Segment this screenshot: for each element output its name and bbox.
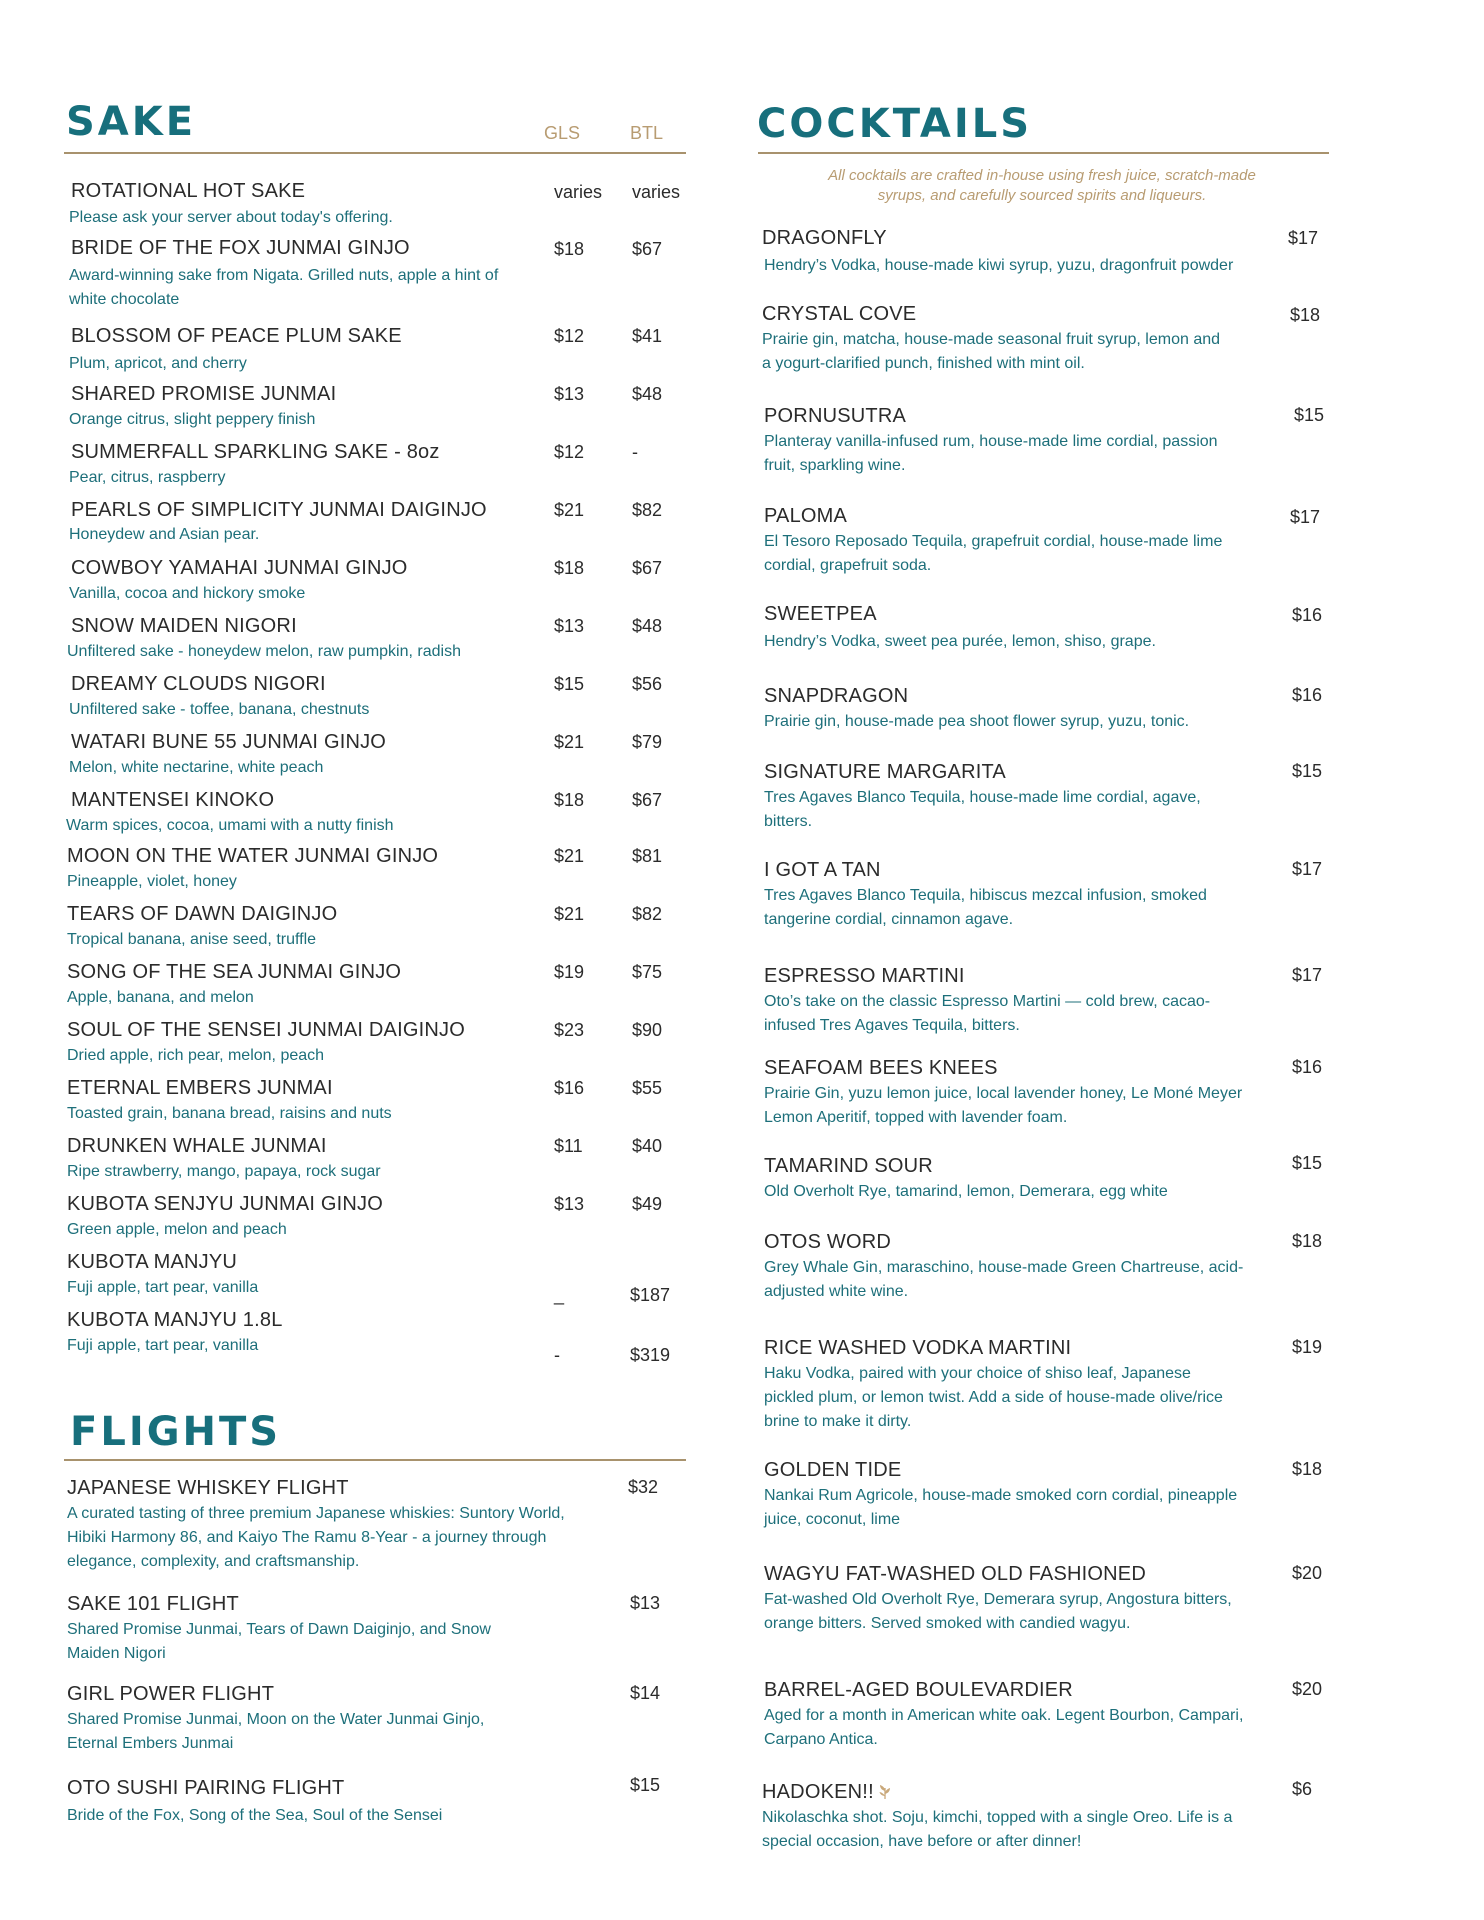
cocktail-item-description: Prairie gin, matcha, house-made seasonal fruit syrup, lemon and a yogurt-clarified punch, finished with mint oil. — [762, 331, 1221, 372]
sake-item-bottle-price: $79 — [632, 732, 663, 752]
sake-item-glass-price: _ — [554, 1285, 565, 1305]
sake-item-name: WATARI BUNE 55 JUNMAI GINJO — [71, 731, 387, 753]
sake-item-name: SNOW MAIDEN NIGORI — [71, 615, 297, 637]
sake-item-description: Pineapple, violet, honey — [67, 873, 237, 890]
cocktail-item-description: Tres Agaves Blanco Tequila, house-made lime cordial, agave, bitters. — [764, 789, 1201, 830]
flight-item-price: $15 — [630, 1775, 661, 1795]
cocktails-title: COCKTAILS — [757, 101, 1033, 147]
cocktail-item-price: $18 — [1290, 305, 1321, 325]
sake-item-bottle-price: $56 — [632, 674, 663, 694]
flight-item-name: OTO SUSHI PAIRING FLIGHT — [67, 1777, 345, 1799]
sake-item-description: Plum, apricot, and cherry — [69, 355, 247, 372]
sake-item-description: Ripe strawberry, mango, papaya, rock sugar — [67, 1163, 381, 1180]
sake-item-description: Fuji apple, tart pear, vanilla — [67, 1337, 259, 1354]
sake-item-description: Unfiltered sake - toffee, banana, chestnuts — [69, 701, 370, 718]
cocktail-item-name — [764, 686, 908, 706]
cocktails-divider — [758, 152, 1329, 154]
sake-item-glass-price: $16 — [554, 1078, 585, 1098]
sake-item-name: BRIDE OF THE FOX JUNMAI GINJO — [71, 237, 410, 259]
sake-item-description: Green apple, melon and peach — [67, 1221, 287, 1238]
cocktail-item-name-text: SIGNATURE MARGARITA — [764, 761, 1006, 783]
sake-item-description: Orange citrus, slight peppery finish — [69, 411, 316, 428]
cocktail-item-price: $15 — [1294, 405, 1325, 425]
cocktail-item-price: $19 — [1292, 1337, 1323, 1357]
sake-item-name: MANTENSEI KINOKO — [71, 789, 275, 811]
sake-item-name: BLOSSOM OF PEACE PLUM SAKE — [71, 325, 402, 347]
sake-item-glass-price: $13 — [554, 616, 585, 636]
sake-item-name: PEARLS OF SIMPLICITY JUNMAI DAIGINJO — [71, 499, 487, 521]
sake-item-bottle-price: - — [632, 442, 638, 462]
cocktail-item-description: Tres Agaves Blanco Tequila, hibiscus mezcal infusion, smoked tangerine cordial, cinnamon agave. — [764, 887, 1207, 928]
cocktail-item-name-text: PALOMA — [764, 505, 848, 527]
sake-item-bottle-price: $49 — [632, 1194, 663, 1214]
cocktail-item-name-text: PORNUSUTRA — [764, 405, 907, 427]
cocktail-item-name-text: CRYSTAL COVE — [762, 303, 917, 325]
sake-item-glass-price: $19 — [554, 962, 585, 982]
cocktail-item-description: Grey Whale Gin, maraschino, house-made Green Chartreuse, acid-adjusted white wine. — [764, 1259, 1244, 1300]
cocktail-item-name — [764, 1460, 901, 1480]
cocktail-item-description: Prairie Gin, yuzu lemon juice, local lavender honey, Le Moné Meyer Lemon Aperitif, topped with lavender foam. — [764, 1085, 1243, 1126]
cocktail-item-price: $20 — [1292, 1563, 1323, 1583]
sake-item-bottle-price: $82 — [632, 904, 663, 924]
btl-column-header: BTL — [630, 123, 664, 143]
sake-item-glass-price: $11 — [554, 1136, 583, 1156]
sake-item-name: SONG OF THE SEA JUNMAI GINJO — [67, 961, 402, 983]
sake-item-glass-price: $21 — [554, 500, 585, 520]
sake-item-name: MOON ON THE WATER JUNMAI GINJO — [67, 845, 439, 867]
sake-item-glass-price: $18 — [554, 239, 585, 259]
sake-item-description: Please ask your server about today's offering. — [69, 209, 393, 226]
flight-item-price: $13 — [630, 1593, 661, 1613]
sake-item-description: Toasted grain, banana bread, raisins and nuts — [67, 1105, 392, 1122]
sake-item-bottle-price: $75 — [632, 962, 663, 982]
gls-column-header: GLS — [544, 123, 581, 143]
sake-item-glass-price: $23 — [554, 1020, 585, 1040]
wheat-sprig-icon — [877, 1782, 893, 1800]
sake-item-bottle-price: $319 — [630, 1345, 671, 1365]
cocktail-item-name-text: OTOS WORD — [764, 1231, 891, 1253]
cocktail-item-name-text: ESPRESSO MARTINI — [764, 965, 965, 987]
sake-item-name: ETERNAL EMBERS JUNMAI — [67, 1077, 333, 1099]
sake-item-bottle-price: $55 — [632, 1078, 663, 1098]
sake-item-name: SUMMERFALL SPARKLING SAKE - 8oz — [71, 441, 440, 463]
cocktail-item-description: Haku Vodka, paired with your choice of shiso leaf, Japanese pickled plum, or lemon twist. Add a side of house-made olive/rice brine to make it dirty. — [764, 1365, 1223, 1430]
cocktail-item-name — [764, 762, 1006, 782]
cocktail-item-description: El Tesoro Reposado Tequila, grapefruit cordial, house-made lime cordial, grapefruit soda. — [764, 533, 1223, 574]
sake-item-bottle-price: $40 — [632, 1136, 663, 1156]
cocktail-item-name-text: TAMARIND SOUR — [764, 1155, 933, 1177]
cocktail-item-description: Nikolaschka shot. Soju, kimchi, topped with a single Oreo. Life is a special occasion, have before or after dinner! — [762, 1809, 1233, 1850]
sake-item-bottle-price: $41 — [632, 326, 663, 346]
cocktail-item-name-text: BARREL-AGED BOULEVARDIER — [764, 1679, 1073, 1701]
cocktails-note: All cocktails are crafted in-house using fresh juice, scratch-made syrups, and carefully sourced spirits and liqueurs. — [828, 167, 1256, 204]
cocktail-item-description: Fat-washed Old Overholt Rye, Demerara syrup, Angostura bitters, orange bitters. Served smoked with candied wagyu. — [764, 1591, 1232, 1632]
cocktail-item-name — [764, 1232, 891, 1252]
cocktail-item-description: Hendry’s Vodka, house-made kiwi syrup, yuzu, dragonfruit powder — [764, 257, 1234, 274]
cocktail-item-name-text: HADOKEN!! — [762, 1781, 874, 1803]
sake-item-name: SHARED PROMISE JUNMAI — [71, 383, 337, 405]
sake-item-description: Tropical banana, anise seed, truffle — [67, 931, 317, 948]
cocktail-item-price: $6 — [1292, 1779, 1313, 1799]
cocktail-item-name — [762, 228, 887, 248]
cocktail-item-name — [764, 860, 881, 880]
sake-item-description: Unfiltered sake - honeydew melon, raw pumpkin, radish — [67, 643, 461, 660]
sake-item-bottle-price: $67 — [632, 558, 663, 578]
cocktail-item-price: $16 — [1292, 605, 1323, 625]
flight-item-name: SAKE 101 FLIGHT — [67, 1593, 239, 1615]
flight-item-name: JAPANESE WHISKEY FLIGHT — [67, 1477, 349, 1499]
sake-item-glass-price: $21 — [554, 846, 585, 866]
sake-divider — [64, 152, 686, 154]
cocktail-item-description: Nankai Rum Agricole, house-made smoked corn cordial, pineapple juice, coconut, lime — [764, 1487, 1238, 1528]
sake-item-name: DREAMY CLOUDS NIGORI — [71, 673, 326, 695]
sake-item-bottle-price: $67 — [632, 239, 663, 259]
sake-item-bottle-price: $90 — [632, 1020, 663, 1040]
flight-item-description: A curated tasting of three premium Japanese whiskies: Suntory World, Hibiki Harmony 86, and Kaiyo The Ramu 8-Year - a journey through elegance, complexity, and craftsmanship. — [67, 1505, 565, 1570]
sake-item-glass-price: $15 — [554, 674, 585, 694]
cocktail-item-name — [764, 1338, 1071, 1358]
cocktail-item-description: Old Overholt Rye, tamarind, lemon, Demerara, egg white — [764, 1183, 1168, 1200]
sake-item-description: Warm spices, cocoa, umami with a nutty finish — [66, 817, 394, 834]
flight-item-description: Shared Promise Junmai, Moon on the Water Junmai Ginjo, Eternal Embers Junmai — [67, 1711, 485, 1752]
flight-item-price: $32 — [628, 1477, 659, 1497]
cocktail-item-name — [764, 406, 906, 426]
cocktail-item-price: $15 — [1292, 1153, 1323, 1173]
cocktail-item-price: $17 — [1292, 965, 1323, 985]
sake-item-glass-price: $18 — [554, 790, 585, 810]
cocktail-item-name — [762, 304, 916, 324]
sake-item-description: Vanilla, cocoa and hickory smoke — [69, 585, 306, 602]
cocktail-item-name — [764, 1680, 1073, 1700]
cocktail-item-name-text: I GOT A TAN — [764, 859, 881, 881]
cocktail-item-price: $17 — [1288, 228, 1319, 248]
cocktail-item-price: $17 — [1290, 507, 1321, 527]
sake-item-name: SOUL OF THE SENSEI JUNMAI DAIGINJO — [67, 1019, 465, 1041]
cocktail-item-name — [764, 506, 847, 526]
cocktail-item-price: $18 — [1292, 1459, 1323, 1479]
cocktail-item-description: Aged for a month in American white oak. Legent Bourbon, Campari, Carpano Antica. — [764, 1707, 1244, 1748]
cocktail-item-price: $15 — [1292, 761, 1323, 781]
sake-item-description: Award-winning sake from Nigata. Grilled nuts, apple a hint of white chocolate — [69, 267, 499, 308]
cocktail-item-price: $18 — [1292, 1231, 1323, 1251]
cocktail-item-description: Oto’s take on the classic Espresso Martini — cold brew, cacao-infused Tres Agaves Tequila, bitters. — [764, 993, 1211, 1034]
sake-item-description: Melon, white nectarine, white peach — [69, 759, 324, 776]
cocktail-item-name-text: GOLDEN TIDE — [764, 1459, 902, 1481]
cocktail-item-description: Prairie gin, house-made pea shoot flower syrup, yuzu, tonic. — [764, 713, 1190, 730]
cocktail-item-name — [764, 966, 965, 986]
sake-item-name: COWBOY YAMAHAI JUNMAI GINJO — [71, 557, 408, 579]
cocktail-item-name-text: RICE WASHED VODKA MARTINI — [764, 1337, 1072, 1359]
sake-item-glass-price: - — [554, 1345, 560, 1365]
cocktail-item-price: $17 — [1292, 859, 1323, 879]
sake-item-glass-price: $13 — [554, 384, 585, 404]
sake-item-name: DRUNKEN WHALE JUNMAI — [67, 1135, 327, 1157]
cocktail-item-name-text: SNAPDRAGON — [764, 685, 909, 707]
flight-item-name: GIRL POWER FLIGHT — [67, 1683, 275, 1705]
sake-item-glass-price: $21 — [554, 904, 585, 924]
sake-item-glass-price: $12 — [554, 442, 585, 462]
sake-item-name: KUBOTA MANJYU 1.8L — [67, 1309, 283, 1331]
sake-item-name: ROTATIONAL HOT SAKE — [71, 180, 306, 202]
cocktail-item-name — [764, 604, 877, 624]
flight-item-price: $14 — [630, 1683, 661, 1703]
cocktail-item-description: Hendry’s Vodka, sweet pea purée, lemon, shiso, grape. — [764, 633, 1156, 650]
sake-item-bottle-price: $82 — [632, 500, 663, 520]
cocktail-item-description: Planteray vanilla-infused rum, house-made lime cordial, passion fruit, sparkling wine. — [764, 433, 1218, 474]
sake-item-description: Honeydew and Asian pear. — [69, 526, 260, 543]
flights-divider — [64, 1459, 686, 1461]
sake-item-description: Apple, banana, and melon — [67, 989, 254, 1006]
sake-item-name: KUBOTA SENJYU JUNMAI GINJO — [67, 1193, 383, 1215]
flight-item-description: Bride of the Fox, Song of the Sea, Soul of the Sensei — [67, 1807, 443, 1824]
sake-item-name: KUBOTA MANJYU — [67, 1251, 238, 1273]
sake-item-glass-price: $12 — [554, 326, 585, 346]
sake-item-glass-price: varies — [554, 182, 603, 202]
sake-item-bottle-price: $81 — [632, 846, 663, 866]
sake-item-glass-price: $21 — [554, 732, 585, 752]
cocktail-item-name-text: DRAGONFLY — [762, 227, 887, 249]
sake-item-bottle-price: $48 — [632, 616, 663, 636]
sake-item-name: TEARS OF DAWN DAIGINJO — [67, 903, 338, 925]
cocktail-item-price: $16 — [1292, 1057, 1323, 1077]
cocktail-item-name — [762, 1782, 893, 1802]
sake-item-bottle-price: $67 — [632, 790, 663, 810]
cocktail-item-name — [764, 1058, 998, 1078]
cocktail-item-name — [764, 1564, 1146, 1584]
sake-item-bottle-price: $48 — [632, 384, 663, 404]
cocktail-item-name-text: WAGYU FAT-WASHED OLD FASHIONED — [764, 1563, 1146, 1585]
sake-title: SAKE — [66, 99, 197, 145]
sake-item-glass-price: $13 — [554, 1194, 585, 1214]
sake-item-description: Pear, citrus, raspberry — [69, 469, 226, 486]
cocktail-item-name — [764, 1156, 933, 1176]
cocktail-item-name-text: SEAFOAM BEES KNEES — [764, 1057, 998, 1079]
cocktail-item-price: $16 — [1292, 685, 1323, 705]
sake-item-bottle-price: $187 — [630, 1285, 671, 1305]
cocktail-item-name-text: SWEETPEA — [764, 603, 877, 625]
flights-title: FLIGHTS — [70, 1409, 282, 1455]
flight-item-description: Shared Promise Junmai, Tears of Dawn Daiginjo, and Snow Maiden Nigori — [67, 1621, 491, 1662]
cocktail-item-price: $20 — [1292, 1679, 1323, 1699]
sake-item-description: Dried apple, rich pear, melon, peach — [67, 1047, 325, 1064]
sake-item-bottle-price: varies — [632, 182, 681, 202]
sake-item-glass-price: $18 — [554, 558, 585, 578]
sake-item-description: Fuji apple, tart pear, vanilla — [67, 1279, 259, 1296]
